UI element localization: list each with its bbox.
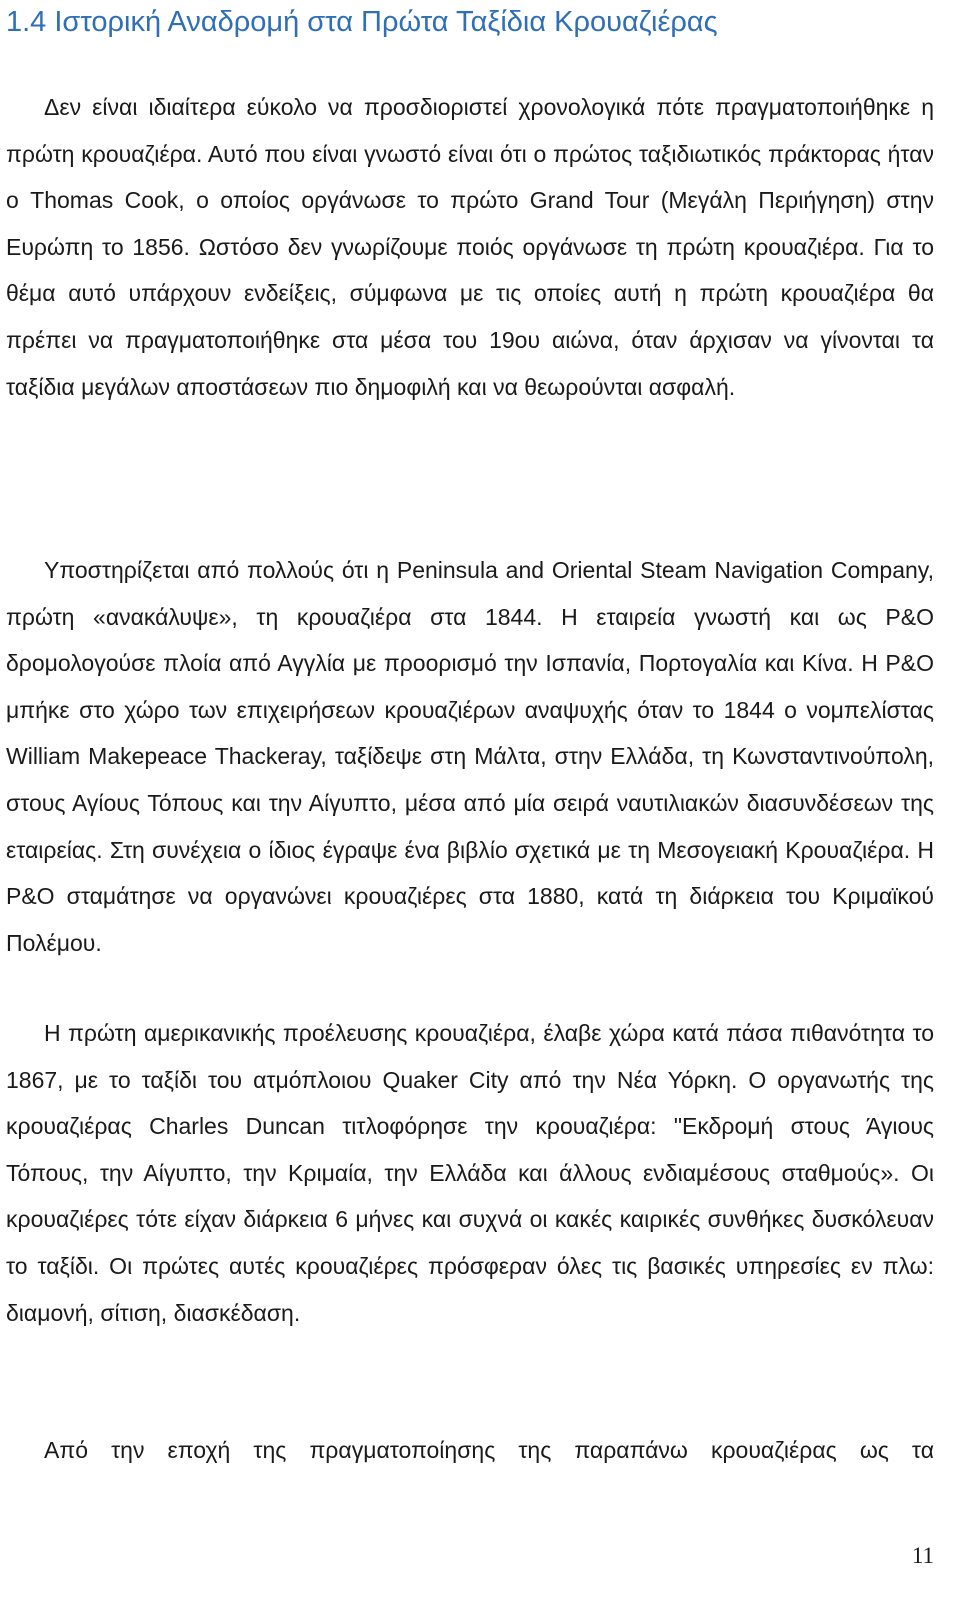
page-number: 11 [911, 1543, 934, 1568]
paragraph-american-cruise: Η πρώτη αμερικανικής προέλευσης κρουαζιέρα, έλαβε χώρα κατά πάσα πιθανότητα το 1867, με το ταξίδι του ατμόπλοιου Quaker City από την Νέα Υόρκη. Ο οργανωτής της κρουαζιέρας Charles Duncan τιτλοφόρησε την κρουαζιέρα: "Εκδρομή στους Άγιους Τόπους, την Αίγυπτο, την Κριμαία, την Ελλάδα και άλλους ενδιαμέσους σταθμούς». Οι κρουαζιέρες τότε είχαν διάρκεια 6 μήνες και συχνά οι κακές καιρικές συνθήκες δυσκόλευαν το ταξίδι. Οι πρώτες αυτές κρουαζιέρες πρόσφεραν όλες τις βασικές υπηρεσίες εν πλω: διαμονή, σίτιση, διασκέδαση. [6, 1020, 934, 1326]
paragraph-first-cruise-history: Δεν είναι ιδιαίτερα εύκολο να προσδιοριστεί χρονολογικά πότε πραγματοποιήθηκε η πρώτη κρουαζιέρα. Αυτό που είναι γνωστό είναι ότι ο πρώτος ταξιδιωτικός πράκτορας ήταν ο Thomas Cook, ο οποίος οργάνωσε το πρώτο Grand Tour (Μεγάλη Περιήγηση) στην Ευρώπη το 1856. Ωστόσο δεν γνωρίζουμε ποιός οργάνωσε τη πρώτη κρουαζιέρα. Για το θέμα αυτό υπάρχουν ενδείξεις, σύμφωνα με τις οποίες αυτή η πρώτη κρουαζιέρα θα πρέπει να πραγματοποιήθηκε στα μέσα του 19ου αιώνα, όταν άρχισαν να γίνονται τα ταξίδια μεγάλων αποστάσεων πιο δημοφιλή και να θεωρούνται ασφαλή. [6, 94, 934, 400]
paragraph-continuation: Από την εποχή της πραγματοποίησης της παραπάνω κρουαζιέρας ως τα [44, 1437, 934, 1463]
paragraph-peninsula-oriental: Υποστηρίζεται από πολλούς ότι η Peninsula and Oriental Steam Navigation Company, πρώτη «ανακάλυψε», τη κρουαζιέρα στα 1844. Η εταιρεία γνωστή και ως P&O δρομολογούσε πλοία από Αγγλία με προορισμό την Ισπανία, Πορτογαλία και Κίνα. Η P&O μπήκε στο χώρο των επιχειρήσεων κρουαζιέρων αναψυχής όταν το 1844 ο νομπελίστας William Makepeace Thackeray, ταξίδεψε στη Μάλτα, στην Ελλάδα, τη Κωνσταντινούπολη, στους Αγίους Τόπους και την Αίγυπτο, μέσα από μία σειρά ναυτιλιακών διασυνδέσεων της εταιρείας. Στη συνέχεια ο ίδιος έγραψε ένα βιβλίο σχετικά με τη Μεσογειακή Κρουαζιέρα. Η P&O σταμάτησε να οργανώνει κρουαζιέρες στα 1880, κατά τη διάρκεια του Κριμαϊκού Πολέμου. [6, 557, 934, 956]
section-heading: 1.4 Ιστορική Αναδρομή στα Πρώτα Ταξίδια Κρουαζιέρας [6, 6, 718, 38]
